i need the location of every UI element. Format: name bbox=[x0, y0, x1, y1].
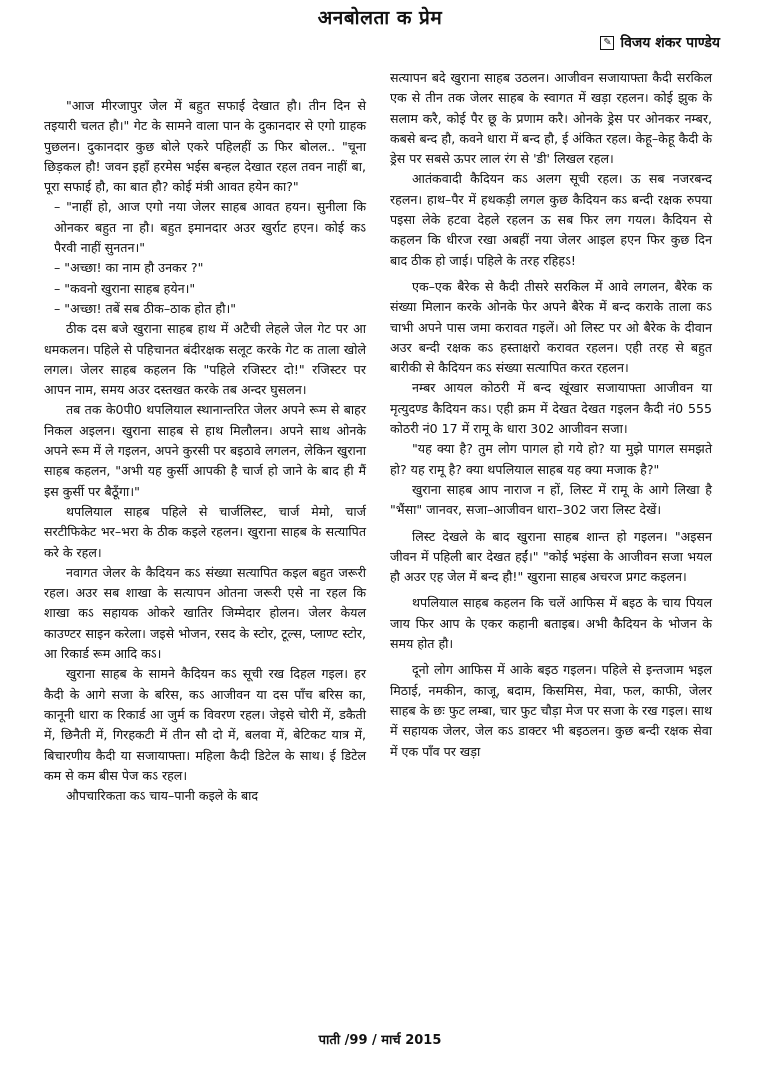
pen-box-icon: ✎ bbox=[600, 36, 614, 50]
left-column bbox=[44, 96, 366, 806]
right-column bbox=[390, 68, 712, 762]
paragraph: थपलियाल साहब कहलन कि चलें आफिस में बइठ के चाय पियल जाय फिर आप के एकर कहानी बताइब। अभी कैदियन के भोजन के समय होत हौ। bbox=[390, 595, 712, 652]
paragraph: खुराना साहब आप नाराज न हों, लिस्ट में रामू के आगे लिखा है "भैंसा" जानवर, सजा–आजीवन धारा–302 जरा लिस्ट देखें। bbox=[390, 481, 712, 518]
paragraph: सत्यापन बदे खुराना साहब उठलन। आजीवन सजायाफ्ता कैदी सरकिल एक से तीन तक जेलर साहब के स्वागत में खड़ा रहलन। कोई झुक के सलाम करै, कोई पैर छू के प्रणाम करै। ओनके ड्रेस पर ओनकर नम्बर, कबसे बन्द हौ, कवने धारा में बन्द हौ, ई अंकित रहल। केहू–केहू कैदी के ड्रेस पर सबसे ऊपर लाल रंग से 'डी' लिखल रहल। bbox=[390, 70, 712, 167]
page-title: अनबोलता क प्रेम bbox=[317, 7, 443, 29]
paragraph: "यह क्या है? तुम लोग पागल हो गये हो? या मुझे पागल समझते हो? यह रामू है? क्या थपलियाल साहब यह क्या मजाक है?" bbox=[390, 441, 712, 477]
dialog-line: – "अच्छा! तबें सब ठीक–ठाक होत हौ।" bbox=[54, 300, 237, 316]
author-name: विजय शंकर पाण्डेय bbox=[620, 35, 720, 51]
paragraph: नवागत जेलर के कैदियन कऽ संख्या सत्यापित कइल बहुत जरूरी रहल। अउर सब शाखा के सत्यापन ओतना जरूरी एसे ना रहल कि शाखा कऽ सहायक ओकरे खातिर जिम्मेदार होलन। जेलर केयल काउण्टर साइन करेला। जइसे भोजन, रसद के स्टोर, टूल्स, प्लाण्ट स्टोर, आ रिकार्ड रूम आदि कऽ। bbox=[44, 564, 366, 662]
paragraph: लिस्ट देखले के बाद खुराना साहब शान्त हो गइलन। "अइसन जीवन में पहिली बार देखत हईं।" "कोई भइंसा के आजीवन सजा भयल हौ अउर एह जेल में बन्द हौ!" खुराना साहब अचरज प्रगट कइलन। bbox=[390, 528, 712, 585]
paragraph: ठीक दस बजे खुराना साहब हाथ में अटैची लेहले जेल गेट पर आ धमकलन। पहिले से पहिचानत बंदीरक्षक सलूट करके गेट क ताला खोले लगल। जेलर साहब कहलन कि "पहिले रजिस्टर दो!" रजिस्टर पर आपन नाम, समय अउर दस्तखत करके तब अन्दर घुसलन। bbox=[44, 321, 366, 398]
paragraph: तब तक के0पी0 थपलियाल स्थानान्तरित जेलर अपने रूम से बाहर निकल अइलन। खुराना साहब से हाथ मिलौलन। अपने साथ ओनके अपने रूम में ले गइलन, अपने कुरसी पर बइठावे लगलन, लेकिन खुराना साहब कहलन, "अभी यह कुर्सी आपकी है चार्ज हो जाने के बाद ही मैं इस कुर्सी पर बैठूँगा।" bbox=[44, 402, 366, 499]
dialog-line: – "नाहीं हो, आज एगो नया जेलर साहब आवत हयन। सुनीला कि ओनकर बहुत ना हौ। बहुत इमानदार अउर खुर्राट हएन। कोई कऽ पैरवी नाहीं सुनतन।" bbox=[54, 199, 366, 256]
paragraph: आतंकवादी कैदियन कऽ अलग सूची रहल। ऊ सब नजरबन्द रहलन। हाथ–पैर में हथकड़ी लगल कुछ कैदियन कऽ बन्दी रक्षक रुपया पइसा लेके हटवा देहले रहलन ऊ सब फिर लग गयल। कैदियन से कहलन कि धीरज रखा अबहीं नया जेलर आइल हएन फिर कुछ दिन बाद ठीक हो जाई। पहिले के तरह रहिहऽ! bbox=[390, 171, 712, 268]
paragraph: दूनो लोग आफिस में आके बइठ गइलन। पहिले से इन्तजाम भइल मिठाई, नमकीन, काजू, बदाम, किसमिस, मेवा, फल, काफी, जेलर साहब के छः फुट लम्बा, चार फुट चौड़ा मेज पर सजा के रख गइल। साथ में सहायक जेलर, जेल कऽ डाक्टर भी बइठलन। कुछ बन्दी रक्षक सेवा में एक पाँव पर खड़ा bbox=[390, 662, 712, 759]
paragraph: थपलियाल साहब पहिले से चार्जलिस्ट, चार्ज मेमो, चार्ज सरटीफिकेट भर–भरा के ठीक कइले रहलन। खुराना साहब के सत्यापित करे के रहल। bbox=[44, 503, 366, 560]
paragraph: एक–एक बैरेक से कैदी तीसरे सरकिल में आवे लगलन, बैरेक क संख्या मिलान करके ओनके फेर अपने बैरेक में बन्द कराके ताला कऽ चाभी अपने पास जमा करावत गइलें। ओ लिस्ट पर ओ बैरेक के दीवान अउर बन्दी रक्षक कऽ हस्ताक्षरो करावत रहलन। एही तरह से बहुत बारीकी से कैदियन कऽ संख्या सत्यापित करत रहलन। bbox=[390, 278, 712, 376]
dialog-line: – "कवनो खुराना साहब हयेन।" bbox=[54, 280, 196, 296]
paragraph: खुराना साहब के सामने कैदियन कऽ सूची रख दिहल गइल। हर कैदी के आगे सजा के बरिस, कऽ आजीवन या दस पाँच बरिस का, कानूनी धारा क रिकार्ड आ जुर्म क विवरण रहल। जेइसे चोरी में, डकैती में, छिनैती में, गिरहकटी में तीन सौ दो में, बलवा में, बेटिकट यात्र में, बिचारणीय कैदी या सजायाफ्ता। महिला कैदी डिटेल के साथ। ई डिटेल कम से कम बीस पेज कऽ रहल। bbox=[44, 666, 366, 783]
paragraph: नम्बर आयल कोठरी में बन्द खूंखार सजायाफ्ता आजीवन या मृत्युदण्ड कैदियन कऽ। एही क्रम में देखत देखत गइलन कैदी नं0 555 कोठरी नं0 17 में रामू के धारा 302 आजीवन सजा। bbox=[390, 380, 712, 437]
page-footer: पाती /99 / मार्च 2015 bbox=[318, 1033, 442, 1048]
author-byline bbox=[600, 33, 720, 52]
paragraph: औपचारिकता कऽ चाय–पानी कइले के बाद bbox=[66, 788, 259, 804]
dialog-line: – "अच्छा! का नाम हौ उनकर ?" bbox=[54, 260, 204, 276]
paragraph: "आज मीरजापुर जेल में बहुत सफाई देखात हौ। तीन दिन से तइयारी चलत हौ।" गेट के सामने वाला पान के दुकानदार से एगो ग्राहक पुछलन। दुकानदार कुछ बोले एकरे पहिलहीं ऊ फिर बोलल.. "चूना छिड़कल हौ! जवन इहाँ हरमेस भईस बन्हल देखात रहल तवन नाहीं बा, पूरा सफाई हौ, का बात हौ? कोई मंत्री आवत हयेन का?" bbox=[44, 98, 366, 195]
